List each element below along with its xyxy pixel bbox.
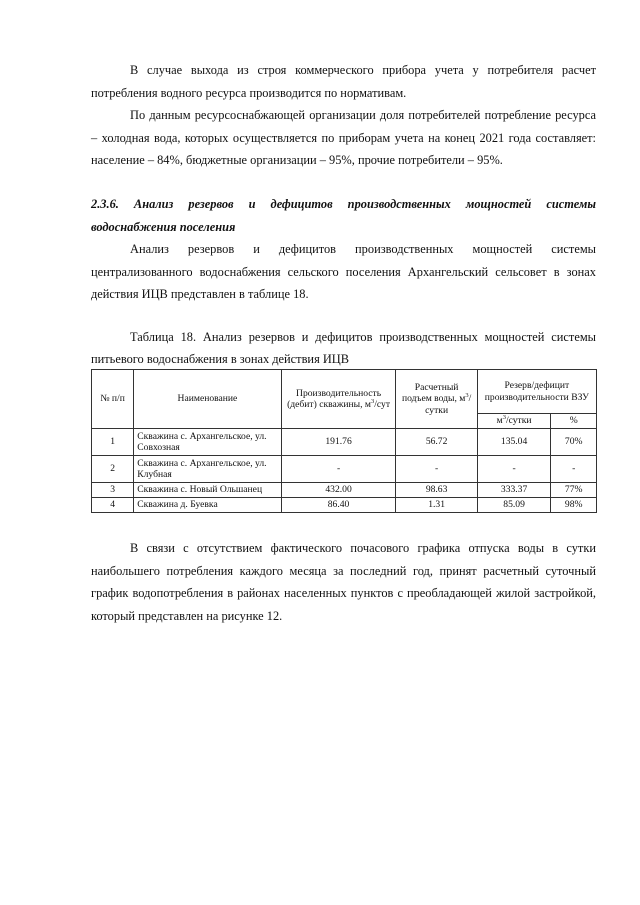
table-caption: Таблица 18. Анализ резервов и дефицитов производственных мощностей системы питьевого водоснабжения в зонах действия ИЦВ	[91, 330, 596, 366]
cell-name: Скважина с. Архангельское, ул. Клубная	[134, 456, 281, 483]
cell-num: 4	[92, 498, 134, 513]
cell-name: Скважина с. Новый Ольшанец	[134, 483, 281, 498]
paragraph-schedule: В связи с отсутствием фактического почасового графика отпуска воды в сутки наибольшего потребления каждого месяца за последний год, принят расчетный суточный график водопотребления в районах населенных пунктов с преобладающей жилой застройкой, который представлен на рисунке 12.	[91, 541, 596, 623]
section-heading: 2.3.6. Анализ резервов и дефицитов производственных мощностей системы водоснабжения поселения	[91, 197, 596, 234]
table-row	[92, 483, 597, 498]
header-capacity: Производительность (дебит) скважины, $м^3$/сут	[281, 370, 396, 429]
cell-name: Скважина д. Буевка	[134, 498, 281, 513]
cell-reserve-pct: 77%	[551, 483, 597, 498]
table-row	[92, 456, 597, 483]
cell-num: 3	[92, 483, 134, 498]
cell-name: Скважина с. Архангельское, ул. Совхозная	[134, 429, 281, 456]
cell-reserve-m3: 85.09	[477, 498, 551, 513]
cell-reserve-pct: 70%	[551, 429, 597, 456]
cell-num: 2	[92, 456, 134, 483]
header-lift: Расчетный подъем воды, $м^3$/сутки	[396, 370, 477, 429]
cell-num: 1	[92, 429, 134, 456]
header-num: № п/п	[92, 370, 134, 429]
paragraph-metering-failure: В случае выхода из строя коммерческого прибора учета у потребителя расчет потребления водного ресурса производится по нормативам.	[91, 63, 596, 100]
paragraph-analysis-intro: Анализ резервов и дефицитов производственных мощностей системы централизованного водоснабжения сельского поселения Архангельский сельсовет в зонах действия ИЦВ представлен в таблице 18.	[91, 242, 596, 301]
table-row	[92, 498, 597, 513]
cell-lift: -	[396, 456, 477, 483]
reserves-table	[91, 369, 597, 513]
cell-capacity: 432.00	[281, 483, 396, 498]
header-reserve: Резерв/дефицит производительности ВЗУ	[477, 370, 596, 414]
cell-capacity: 86.40	[281, 498, 396, 513]
header-reserve-m3: $м^3$/сутки	[477, 414, 551, 429]
header-reserve-pct: %	[551, 414, 597, 429]
table-header-row	[92, 370, 597, 414]
cell-reserve-pct: 98%	[551, 498, 597, 513]
cell-reserve-m3: 333.37	[477, 483, 551, 498]
cell-reserve-m3: -	[477, 456, 551, 483]
table-row	[92, 429, 597, 456]
cell-reserve-pct: -	[551, 456, 597, 483]
cell-reserve-m3: 135.04	[477, 429, 551, 456]
cell-capacity: 191.76	[281, 429, 396, 456]
cell-lift: 1.31	[396, 498, 477, 513]
header-name: Наименование	[134, 370, 281, 429]
cell-capacity: -	[281, 456, 396, 483]
cell-lift: 98.63	[396, 483, 477, 498]
paragraph-metering-share: По данным ресурсоснабжающей организации доля потребителей потребление ресурса – холодная вода, которых осуществляется по приборам учета на конец 2021 года составляет: население – 84%, бюджетные организации – 95%, прочие потребители – 95%.	[91, 108, 596, 167]
cell-lift: 56.72	[396, 429, 477, 456]
